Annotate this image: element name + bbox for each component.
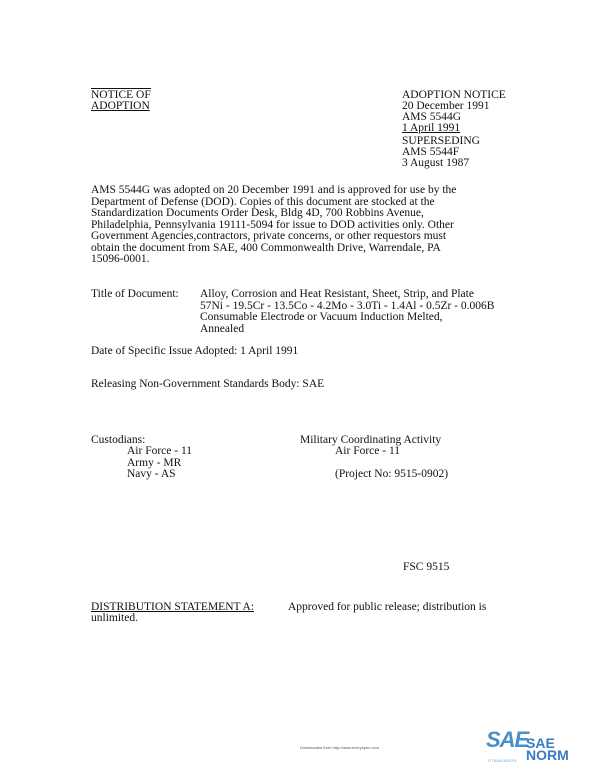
intro-line: Government Agencies,contractors, private concerns, or other requestors must: [91, 230, 447, 242]
releasing-body: Releasing Non-Government Standards Body: SAE: [91, 378, 325, 390]
distribution-statement-label: DISTRIBUTION STATEMENT A:: [91, 601, 255, 613]
military-coordinating-label: Military Coordinating Activity: [300, 434, 442, 446]
intro-line: AMS 5544G was adopted on 20 December 1991 and is approved for use by the: [91, 184, 457, 196]
custodian-item: Air Force - 11: [127, 445, 193, 457]
logo-sae-text: SAE: [486, 727, 529, 752]
distribution-statement-text: Approved for public release; distribution is: [288, 601, 487, 613]
superseded-document: AMS 5544F: [402, 146, 460, 158]
intro-line: Philadelphia, Pennsylvania 19111-5094 for issue to DOD activities only. Other: [91, 218, 454, 231]
intro-line: obtain the document from SAE, 400 Commonwealth Drive, Warrendale, PA: [91, 241, 441, 254]
superseding-label: SUPERSEDING: [402, 135, 480, 147]
notice-of-label: NOTICE OF: [91, 89, 151, 101]
distribution-statement-text-cont: unlimited.: [91, 612, 138, 624]
date-of-specific-issue: Date of Specific Issue Adopted: 1 April 1991: [91, 345, 299, 357]
title-line: Alloy, Corrosion and Heat Resistant, Sheet, Strip, and Plate: [200, 288, 474, 300]
custodian-item: Army - MR: [127, 457, 182, 469]
title-of-document-label: Title of Document:: [91, 288, 179, 300]
intro-paragraph: [91, 185, 456, 266]
sae-norm-logo: [486, 727, 590, 763]
document-number: AMS 5544G: [402, 111, 462, 123]
custodian-item: Navy - AS: [127, 468, 176, 480]
intro-line: Department of Defense (DOD). Copies of this document are stocked at the: [91, 195, 435, 208]
title-of-document-value: [200, 289, 494, 335]
title-line: Consumable Electrode or Vacuum Induction Melted,: [200, 311, 443, 323]
adoption-date: 20 December 1991: [402, 100, 490, 112]
intro-line: 15096-0001.: [91, 253, 150, 265]
custodians-label: Custodians:: [91, 434, 146, 446]
title-line: 57Ni - 19.5Cr - 13.5Co - 4.2Mo - 3.0Ti - 1.4Al - 0.5Zr - 0.006B: [200, 299, 495, 312]
logo-sub-text: STANDARDS: [488, 758, 517, 763]
logo-norm-text: SAE NORM: [526, 735, 569, 763]
fsc-code: FSC 9515: [403, 561, 450, 573]
project-number: (Project No: 9515-0902): [335, 468, 449, 480]
footer-download-text: Downloaded from http://www.everyspec.com: [300, 745, 379, 750]
military-coordinating-item: Air Force - 11: [335, 445, 401, 457]
adoption-notice-title: ADOPTION NOTICE: [402, 89, 506, 101]
adoption-label: ADOPTION: [91, 100, 150, 112]
title-line: Annealed: [200, 322, 245, 335]
superseded-date: 3 August 1987: [402, 157, 470, 169]
document-date: 1 April 1991: [402, 122, 461, 134]
intro-line: Standardization Documents Order Desk, Bldg 4D, 700 Robbins Avenue,: [91, 207, 424, 219]
